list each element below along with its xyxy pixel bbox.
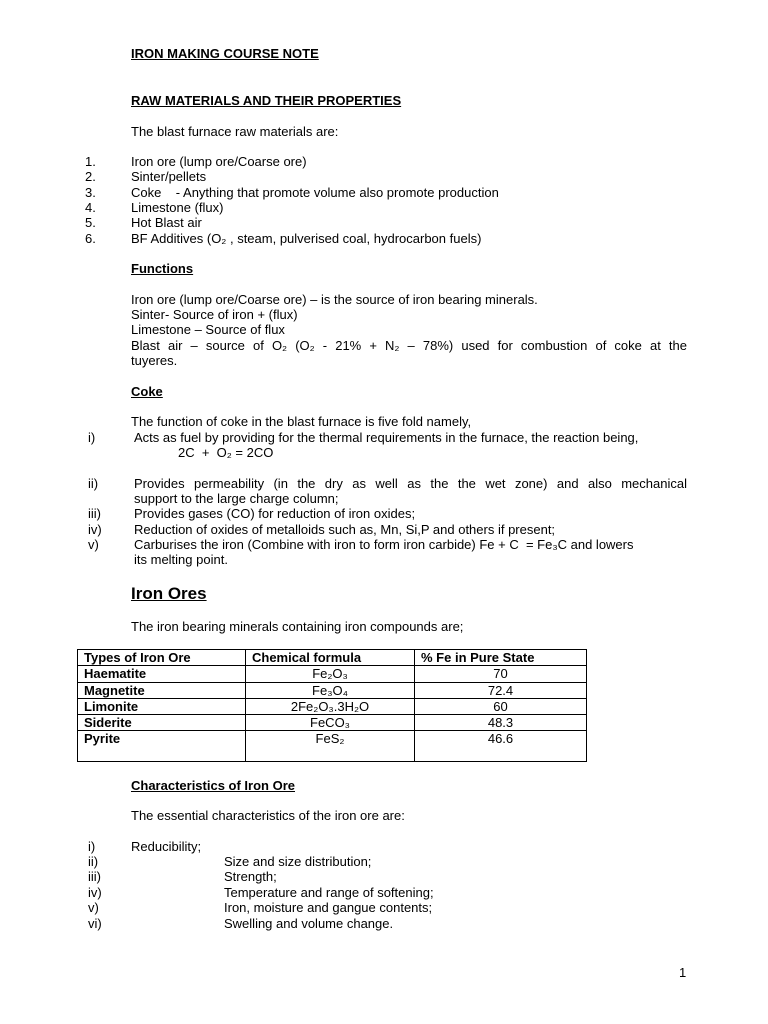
functions-line: Limestone – Source of flux	[131, 322, 285, 337]
ore-formula: FeCO₃	[246, 715, 415, 731]
table-header: Chemical formula	[246, 650, 415, 666]
list-number: ii)	[88, 854, 99, 869]
coke-heading: Coke	[131, 384, 163, 399]
ore-fe-percent: 72.4	[415, 682, 587, 698]
list-number: 6.	[85, 231, 96, 246]
list-item: Temperature and range of softening;	[224, 885, 434, 900]
list-item: Limestone (flux)	[131, 200, 224, 215]
ore-name: Pyrite	[78, 731, 246, 762]
list-item: Reducibility;	[131, 839, 202, 854]
list-item: Reduction of oxides of metalloids such as, Mn, Si,P and others if present;	[134, 522, 556, 537]
list-item: Size and size distribution;	[224, 854, 372, 869]
reaction-equation: 2C + O₂ = 2CO	[178, 445, 274, 460]
table-row	[78, 698, 587, 714]
functions-blast-air: Blast air – source of O₂ (O₂ - 21% + N₂ – 78%) used for combustion of coke at the	[131, 338, 687, 353]
list-number: i)	[88, 430, 96, 445]
table-header-row	[78, 650, 587, 666]
functions-heading: Functions	[131, 261, 194, 276]
table-header: % Fe in Pure State	[415, 650, 587, 666]
list-item: Hot Blast air	[131, 215, 202, 230]
list-number: iii)	[88, 869, 101, 884]
ore-fe-percent: 60	[415, 698, 587, 714]
page-number: 1	[679, 965, 687, 980]
iron-ore-table	[77, 649, 587, 762]
functions-line: Sinter- Source of iron + (flux)	[131, 307, 298, 322]
list-item-cont: its melting point.	[134, 552, 228, 567]
ore-name: Haematite	[78, 666, 246, 682]
list-number: 5.	[85, 215, 96, 230]
ore-formula: Fe₂O₃	[246, 666, 415, 682]
ore-name: Siderite	[78, 715, 246, 731]
list-number: 2.	[85, 169, 96, 184]
functions-blast-air-cont: tuyeres.	[131, 353, 178, 368]
list-number: i)	[88, 839, 96, 854]
list-item: Provides gases (CO) for reduction of iron oxides;	[134, 506, 416, 521]
list-number: iii)	[88, 506, 101, 521]
table-row	[78, 666, 587, 682]
list-number: vi)	[88, 916, 102, 931]
coke-intro: The function of coke in the blast furnace is five fold namely,	[131, 414, 472, 429]
list-item: Carburises the iron (Combine with iron to form iron carbide) Fe + C = Fe₃C and lowers	[134, 537, 634, 552]
iron-ores-intro: The iron bearing minerals containing iron compounds are;	[131, 619, 464, 634]
list-item-cont: support to the large charge column;	[134, 491, 339, 506]
list-number: 1.	[85, 154, 96, 169]
list-item: Provides permeability (in the dry as well as the the wet zone) and also mechanical	[134, 476, 687, 491]
raw-materials-intro: The blast furnace raw materials are:	[131, 124, 339, 139]
iron-ores-heading: Iron Ores	[131, 584, 207, 603]
ore-formula: 2Fe₂O₃.3H₂O	[246, 698, 415, 714]
list-item: BF Additives (O₂ , steam, pulverised coal, hydrocarbon fuels)	[131, 231, 482, 246]
ore-name: Limonite	[78, 698, 246, 714]
list-item: Acts as fuel by providing for the thermal requirements in the furnace, the reaction being,	[134, 430, 639, 445]
functions-line: Iron ore (lump ore/Coarse ore) – is the source of iron bearing minerals.	[131, 292, 538, 307]
ore-fe-percent: 48.3	[415, 715, 587, 731]
table-row	[78, 731, 587, 762]
list-item: Strength;	[224, 869, 277, 884]
list-number: 3.	[85, 185, 96, 200]
list-number: v)	[88, 537, 99, 552]
list-item: Swelling and volume change.	[224, 916, 394, 931]
section-title: RAW MATERIALS AND THEIR PROPERTIES	[131, 93, 402, 108]
list-number: ii)	[88, 476, 99, 491]
table-header: Types of Iron Ore	[78, 650, 246, 666]
table-row	[78, 682, 587, 698]
ore-name: Magnetite	[78, 682, 246, 698]
ore-formula: FeS₂	[246, 731, 415, 762]
list-item: Sinter/pellets	[131, 169, 207, 184]
table-row	[78, 715, 587, 731]
list-number: 4.	[85, 200, 96, 215]
ore-fe-percent: 70	[415, 666, 587, 682]
list-number: iv)	[88, 885, 102, 900]
list-item: Iron, moisture and gangue contents;	[224, 900, 433, 915]
doc-title: IRON MAKING COURSE NOTE	[131, 46, 319, 61]
list-number: v)	[88, 900, 99, 915]
characteristics-intro: The essential characteristics of the iron ore are:	[131, 808, 405, 823]
list-item: Coke - Anything that promote volume also promote production	[131, 185, 499, 200]
list-number: iv)	[88, 522, 102, 537]
ore-fe-percent: 46.6	[415, 731, 587, 762]
ore-formula: Fe₃O₄	[246, 682, 415, 698]
characteristics-heading: Characteristics of Iron Ore	[131, 778, 295, 793]
list-item: Iron ore (lump ore/Coarse ore)	[131, 154, 307, 169]
